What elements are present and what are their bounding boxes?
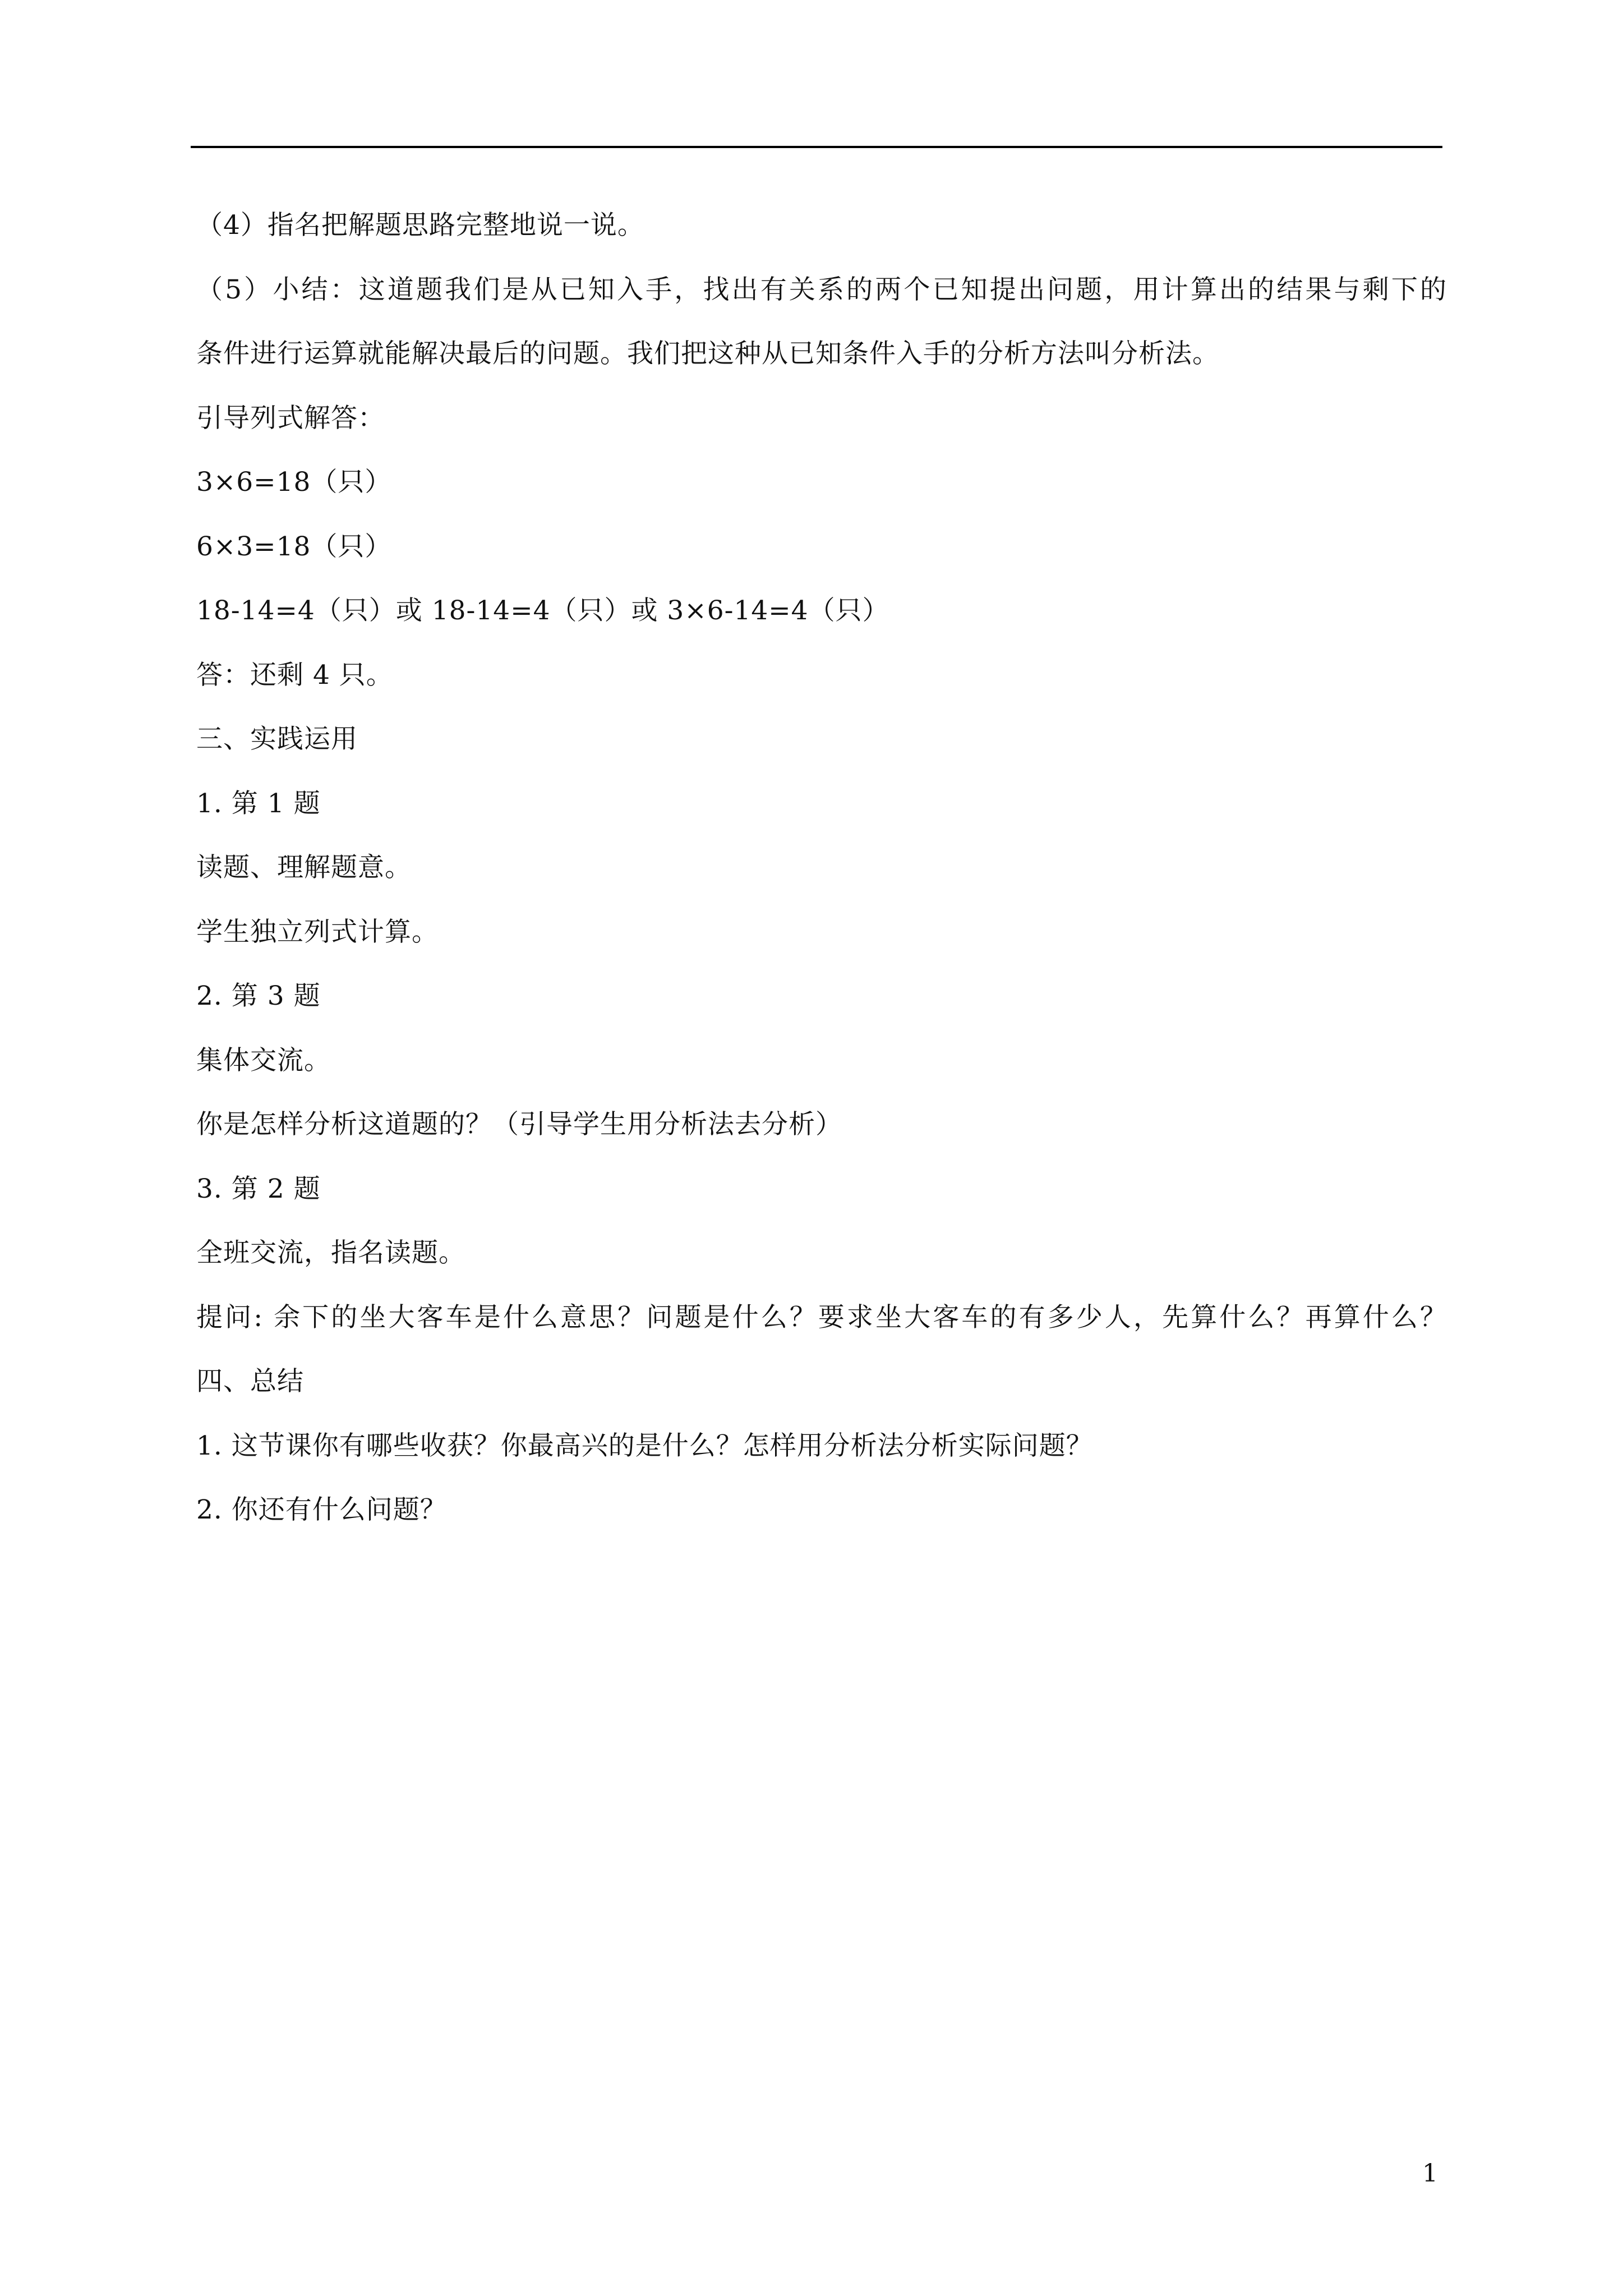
section-heading: 三、实践运用 (196, 724, 358, 754)
equation-line: 6×3=18（只） (196, 531, 392, 562)
equation-line: 3×6=18（只） (196, 467, 392, 498)
header-rule (191, 146, 1442, 148)
text-line: 引导列式解答： (196, 402, 385, 434)
list-item: 2. 你还有什么问题？ (196, 1494, 447, 1525)
answer-line: 答：还剩 4 只。 (196, 659, 393, 691)
list-item: 2. 第 3 题 (196, 981, 321, 1011)
text-line: （5）小结：这道题我们是从已知入手，找出有关系的两个已知提出问题，用计算出的结果与剩下的 (196, 274, 1447, 305)
list-item: 1. 第 1 题 (196, 788, 321, 819)
text-line: （4）指名把解题思路完整地说一说。 (196, 210, 644, 241)
list-item: 1. 这节课你有哪些收获？你最高兴的是什么？怎样用分析法分析实际问题？ (196, 1430, 1093, 1461)
text-line: 读题、理解题意。 (196, 852, 412, 883)
list-item: 3. 第 2 题 (196, 1173, 321, 1204)
text-line: 你是怎样分析这道题的？（引导学生用分析法去分析） (196, 1109, 842, 1140)
text-line: 条件进行运算就能解决最后的问题。我们把这种从已知条件入手的分析方法叫分析法。 (196, 338, 1219, 369)
text-line: 集体交流。 (196, 1045, 331, 1076)
document-body (196, 209, 1447, 1558)
text-line: 全班交流，指名读题。 (196, 1237, 465, 1268)
section-heading: 四、总结 (196, 1366, 304, 1397)
equation-line: 18-14=4（只）或 18-14=4（只）或 3×6-14=4（只） (196, 595, 889, 626)
text-line: 学生独立列式计算。 (196, 916, 439, 947)
text-line: 提问: 余下的坐大客车是什么意思？问题是什么？要求坐大客车的有多少人，先算什么？再算什么？ (196, 1301, 1447, 1333)
page-number: 1 (1422, 2159, 1438, 2188)
